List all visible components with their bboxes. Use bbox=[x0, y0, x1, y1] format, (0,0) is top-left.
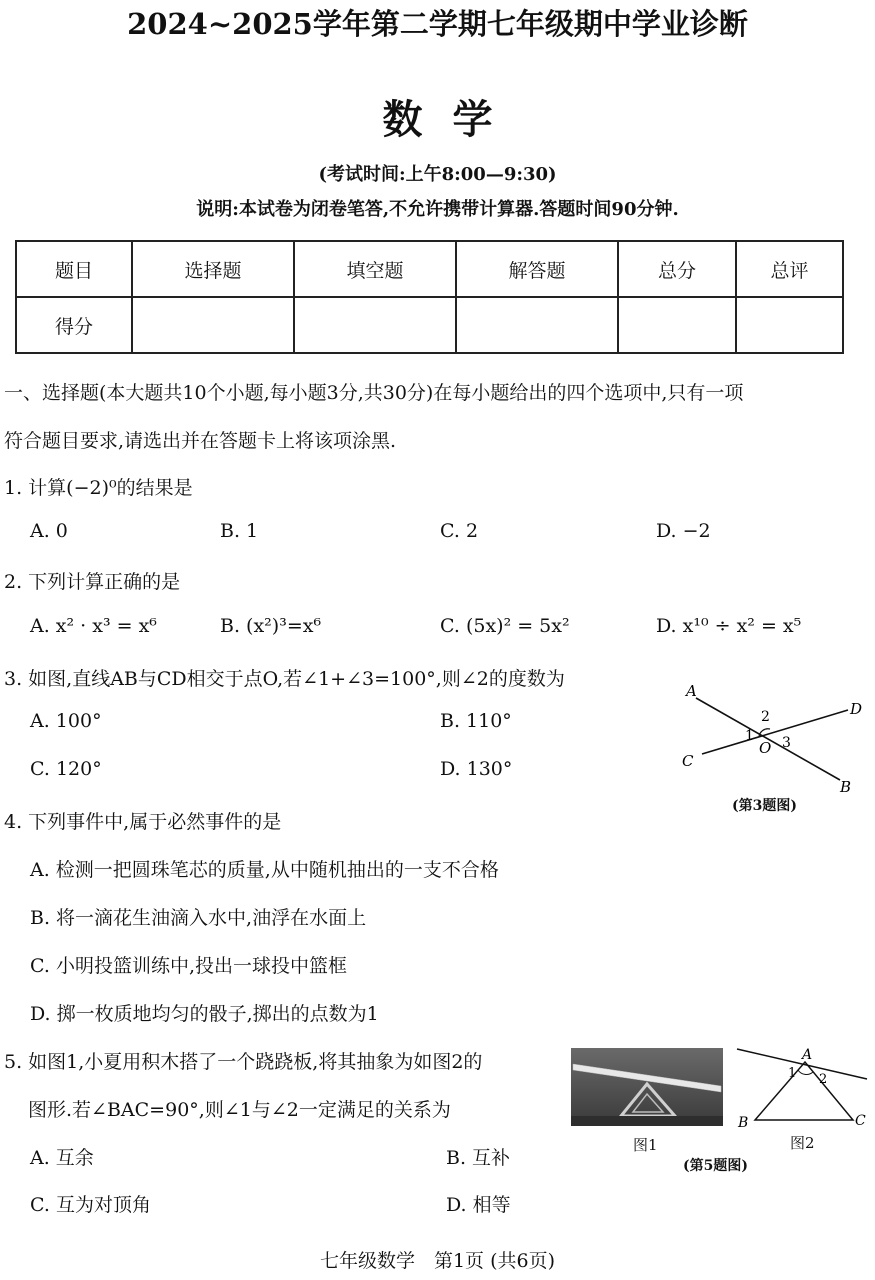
score-header-cell: 选择题 bbox=[132, 241, 294, 297]
score-table-header-row bbox=[16, 241, 843, 297]
question-1-stem: 1. 计算(−2)⁰的结果是 bbox=[4, 477, 193, 499]
q5-option-d[interactable]: D. 相等 bbox=[446, 1194, 511, 1216]
score-cell-overall[interactable] bbox=[736, 297, 843, 353]
q5-triangle-figure bbox=[735, 1045, 870, 1130]
score-header-cell: 总评 bbox=[736, 241, 843, 297]
q4-option-c[interactable]: C. 小明投篮训练中,投出一球投中篮框 bbox=[30, 955, 347, 977]
triangle-label-c: C bbox=[855, 1113, 866, 1129]
q3-option-a[interactable]: A. 100° bbox=[30, 710, 102, 732]
q5-figure2-caption: 图2 bbox=[790, 1134, 815, 1152]
score-cell-choice[interactable] bbox=[132, 297, 294, 353]
triangle-label-b: B bbox=[738, 1115, 749, 1130]
q3-intersecting-lines-figure bbox=[670, 680, 870, 795]
point-label-a: A bbox=[686, 682, 697, 700]
score-table-value-row bbox=[16, 297, 843, 353]
angle-label-3: 3 bbox=[782, 735, 791, 751]
exam-instructions: 说明:本试卷为闭卷笔答,不允许携带计算器.答题时间90分钟. bbox=[196, 199, 679, 220]
q4-option-d[interactable]: D. 掷一枚质地均匀的骰子,掷出的点数为1 bbox=[30, 1003, 379, 1025]
section1-instructions-line1: 一、选择题(本大题共10个小题,每小题3分,共30分)在每小题给出的四个选项中,只有一项 bbox=[4, 382, 744, 404]
angle-label-1: 1 bbox=[745, 728, 754, 744]
q4-option-a[interactable]: A. 检测一把圆珠笔芯的质量,从中随机抽出的一支不合格 bbox=[30, 859, 499, 881]
q5-option-c[interactable]: C. 互为对顶角 bbox=[30, 1194, 151, 1216]
q5-figures-caption: (第5题图) bbox=[683, 1158, 748, 1174]
line-cd bbox=[702, 710, 848, 754]
triangle-label-a: A bbox=[802, 1047, 813, 1063]
exam-time: (考试时间:上午8:00—9:30) bbox=[318, 164, 557, 185]
score-header-cell: 解答题 bbox=[456, 241, 618, 297]
angle-label-2: 2 bbox=[761, 709, 770, 725]
score-header-cell: 总分 bbox=[618, 241, 736, 297]
q5-option-a[interactable]: A. 互余 bbox=[30, 1147, 94, 1169]
score-header-cell: 填空题 bbox=[294, 241, 456, 297]
score-cell-total[interactable] bbox=[618, 297, 736, 353]
score-row-label: 得分 bbox=[16, 297, 132, 353]
point-label-d: D bbox=[850, 700, 863, 718]
exam-title: 2024~2025学年第二学期七年级期中学业诊断 bbox=[127, 7, 748, 41]
q2-option-d[interactable]: D. x¹⁰ ÷ x² = x⁵ bbox=[656, 615, 802, 637]
q1-option-c[interactable]: C. 2 bbox=[440, 520, 479, 542]
q1-option-d[interactable]: D. −2 bbox=[656, 520, 711, 542]
q5-option-b[interactable]: B. 互补 bbox=[446, 1147, 511, 1169]
question-5-stem-line2: 图形.若∠BAC=90°,则∠1与∠2一定满足的关系为 bbox=[28, 1099, 451, 1121]
angle-label-2: 2 bbox=[819, 1072, 828, 1087]
q4-option-b[interactable]: B. 将一滴花生油滴入水中,油浮在水面上 bbox=[30, 907, 367, 929]
score-table bbox=[15, 240, 844, 354]
point-label-c: C bbox=[682, 752, 694, 770]
q3-option-b[interactable]: B. 110° bbox=[440, 710, 512, 732]
q3-figure-caption: (第3题图) bbox=[732, 798, 797, 814]
q3-option-c[interactable]: C. 120° bbox=[30, 758, 102, 780]
q3-option-d[interactable]: D. 130° bbox=[440, 758, 513, 780]
question-4-stem: 4. 下列事件中,属于必然事件的是 bbox=[4, 811, 282, 833]
point-label-o: O bbox=[759, 739, 772, 757]
question-5-stem-line1: 5. 如图1,小夏用积木搭了一个跷跷板,将其抽象为如图2的 bbox=[4, 1051, 483, 1073]
section1-instructions-line2: 符合题目要求,请选出并在答题卡上将该项涂黑. bbox=[4, 430, 397, 452]
score-cell-fill[interactable] bbox=[294, 297, 456, 353]
q2-option-b[interactable]: B. (x²)³=x⁶ bbox=[220, 615, 322, 637]
point-label-b: B bbox=[840, 778, 852, 795]
score-header-cell: 题目 bbox=[16, 241, 132, 297]
score-cell-answer[interactable] bbox=[456, 297, 618, 353]
q1-option-a[interactable]: A. 0 bbox=[30, 520, 68, 542]
question-3-stem: 3. 如图,直线AB与CD相交于点O,若∠1+∠3=100°,则∠2的度数为 bbox=[4, 668, 565, 690]
q1-option-b[interactable]: B. 1 bbox=[220, 520, 259, 542]
angle-label-1: 1 bbox=[788, 1066, 797, 1081]
q2-option-c[interactable]: C. (5x)² = 5x² bbox=[440, 615, 570, 637]
q5-seesaw-photo bbox=[571, 1048, 723, 1126]
subject-title: 数学 bbox=[382, 96, 523, 143]
q2-option-a[interactable]: A. x² · x³ = x⁶ bbox=[30, 615, 157, 637]
q5-figure1-caption: 图1 bbox=[633, 1136, 658, 1154]
angle-arc-a bbox=[798, 1070, 813, 1075]
photo-floor bbox=[571, 1116, 723, 1126]
page-footer: 七年级数学 第1页 (共6页) bbox=[319, 1250, 556, 1272]
question-2-stem: 2. 下列计算正确的是 bbox=[4, 571, 181, 593]
triangle-abc bbox=[755, 1062, 853, 1120]
